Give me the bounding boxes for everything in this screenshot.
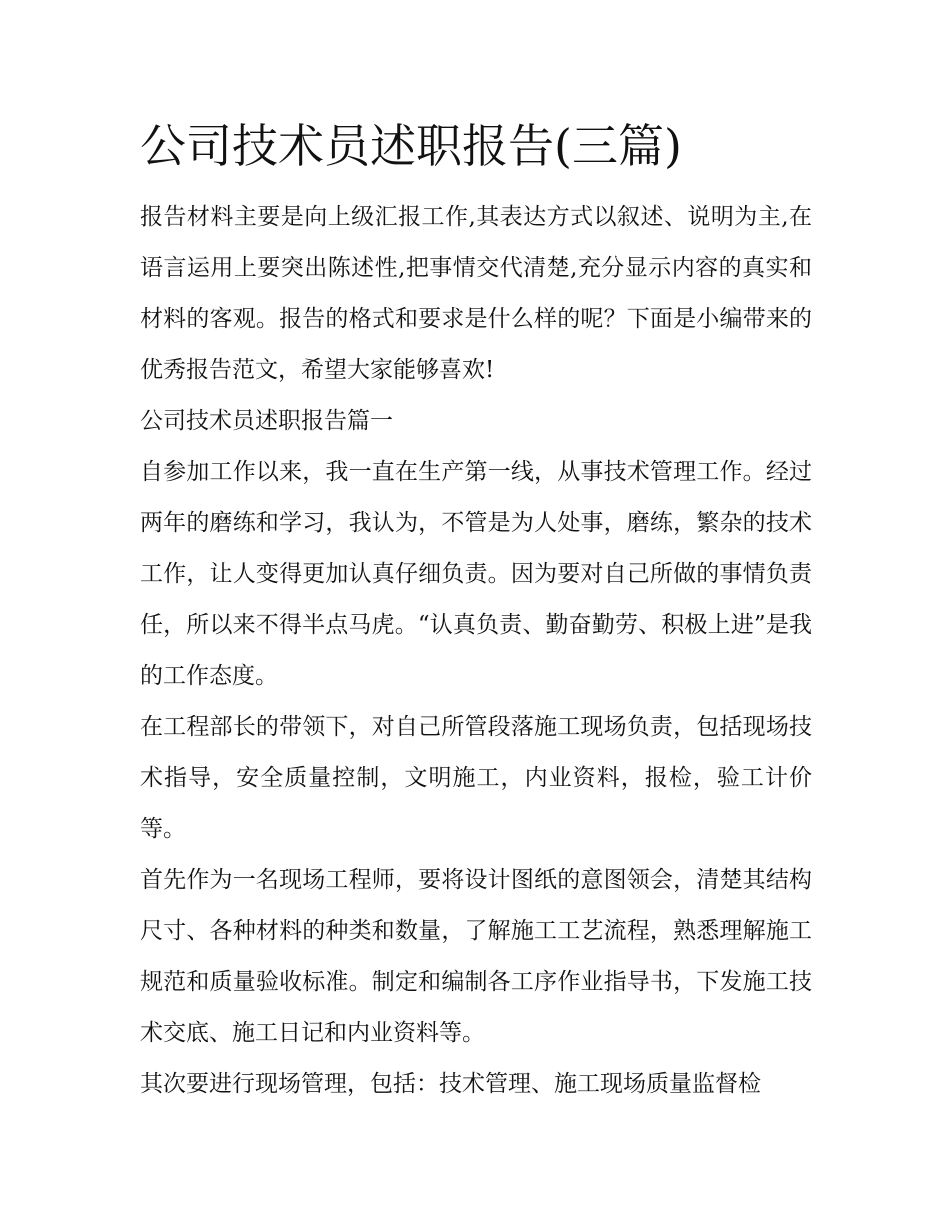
- body-paragraph: 在工程部长的带领下，对自己所管段落施工现场负责，包括现场技术指导，安全质量控制，文明施工，内业资料，报检，验工计价等。: [140, 714, 812, 842]
- document-title: 公司技术员述职报告(三篇): [140, 119, 682, 173]
- section-heading: 公司技术员述职报告篇一: [140, 408, 393, 434]
- body-paragraph: 其次要进行现场管理，包括：技术管理、施工现场质量监督检: [140, 1071, 761, 1097]
- document-page: [140, 110, 812, 1110]
- intro-paragraph: 报告材料主要是向上级汇报工作,其表达方式以叙述、说明为主,在语言运用上要突出陈述性,把事情交代清楚,充分显示内容的真实和材料的客观。报告的格式和要求是什么样的呢？下面是小编带来的优秀报告范文，希望大家能够喜欢!: [140, 204, 812, 383]
- body-paragraph: 首先作为一名现场工程师，要将设计图纸的意图领会，清楚其结构尺寸、各种材料的种类和数量，了解施工工艺流程，熟悉理解施工规范和质量验收标准。制定和编制各工序作业指导书，下发施工技术交底、施工日记和内业资料等。: [140, 867, 812, 1046]
- body-paragraph: 自参加工作以来，我一直在生产第一线，从事技术管理工作。经过两年的磨练和学习，我认为，不管是为人处事，磨练，繁杂的技术工作，让人变得更加认真仔细负责。因为要对自己所做的事情负责任，所以来不得半点马虎。“认真负责、勤奋勤劳、积极上进”是我的工作态度。: [140, 459, 812, 689]
